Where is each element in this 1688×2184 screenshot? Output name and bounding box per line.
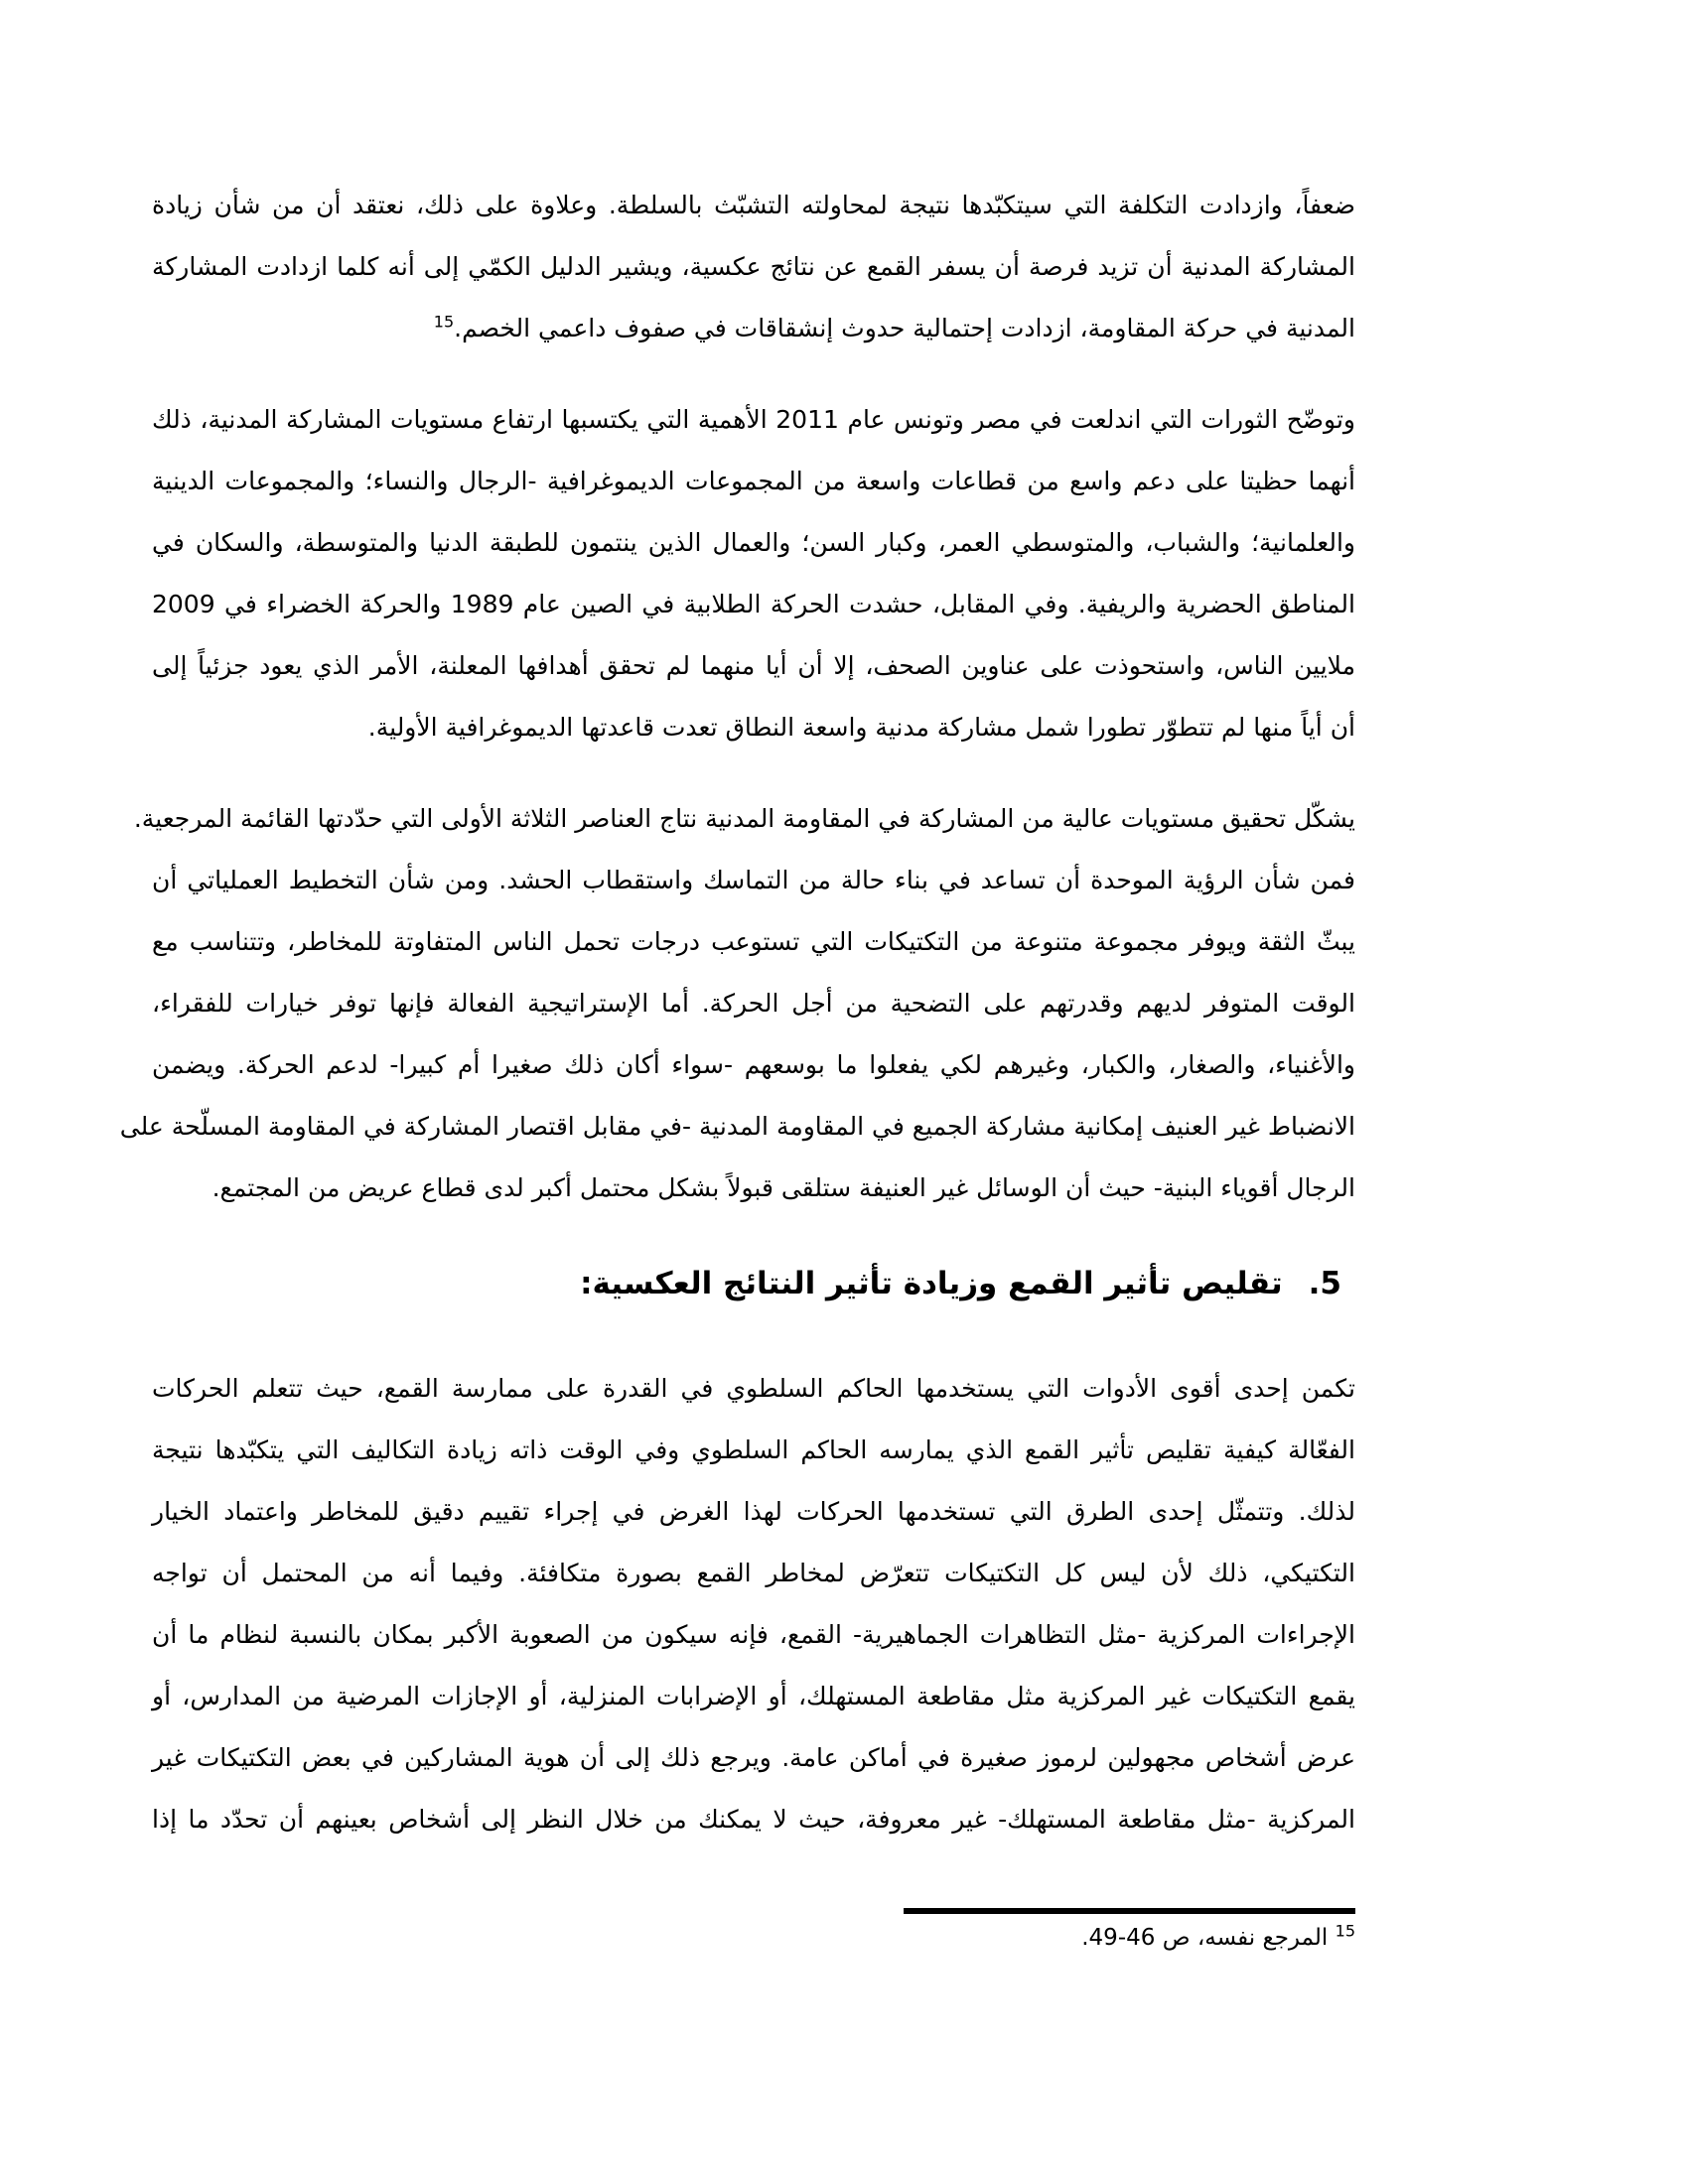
paragraph-2 — [152, 389, 1355, 758]
text-line: ملايين الناس، واستحوذت على عناوين الصحف، إلا أن أيا منهما لم تحقق أهدافها المعلنة، الأمر الذي يعود جزئياً إلى — [152, 651, 1355, 680]
text-line: أنهما حظيتا على دعم واسع من قطاعات واسعة من المجموعات الديموغرافية -الرجال والنساء؛ والمجموعات الدينية — [152, 467, 1355, 495]
footnote — [152, 1922, 1355, 1954]
paragraph-text: المدنية في حركة المقاومة، ازدادت إحتمالية حدوث إنشقاقات في صفوف داعمي الخصم. — [454, 314, 1355, 342]
paragraph-3 — [119, 788, 1355, 1219]
text-line: والأغنياء، والصغار، والكبار، وغيرهم لكي يفعلوا ما بوسعهم -سواء أكان ذلك صغيرا أم كبيرا- لدعم الحركة. ويضمن — [152, 1050, 1355, 1079]
paragraph-2-lines — [152, 389, 1355, 697]
text-line: الفعّالة كيفية تقليص تأثير القمع الذي يمارسه الحاكم السلطوي وفي الوقت ذاته زيادة التكاليف التي يتكبّدها نتيجة — [152, 1435, 1355, 1464]
paragraph-3-last-line: الرجال أقوياء البنية- حيث أن الوسائل غير العنيفة ستلقى قبولاً بشكل محتمل أكبر لدى قطاع عريض من المجتمع. — [211, 1173, 1355, 1202]
paragraph-1-lines — [152, 175, 1355, 298]
text-line: المناطق الحضرية والريفية. وفي المقابل، حشدت الحركة الطلابية في الصين عام 1989 والحركة الخضراء في 2009 — [152, 590, 1355, 618]
heading-text: تقليص تأثير القمع وزيادة تأثير النتائج العكسية: — [580, 1266, 1283, 1301]
text-line: المشاركة المدنية أن تزيد فرصة أن يسفر القمع عن نتائج عكسية، ويشير الدليل الكمّي إلى أنه كلما ازدادت المشاركة — [152, 252, 1355, 281]
text-line: التكتيكي، ذلك لأن ليس كل التكتيكات تتعرّض لمخاطر القمع بصورة متكافئة. وفيما أنه من المحتمل أن تواجه — [152, 1559, 1355, 1587]
text-line: والعلمانية؛ والشباب، والمتوسطي العمر، وكبار السن؛ والعمال الذين ينتمون للطبقة الدنيا والمتوسطة، والسكان في — [152, 528, 1355, 557]
text-line: فمن شأن الرؤية الموحدة أن تساعد في بناء حالة من التماسك واستقطاب الحشد. ومن شأن التخطيط العملياتي أن — [152, 866, 1355, 894]
heading-number: 5. — [1308, 1266, 1341, 1301]
text-line: وتوضّح الثورات التي اندلعت في مصر وتونس عام 2011 الأهمية التي يكتسبها ارتفاع مستويات المشاركة المدنية، ذلك — [152, 405, 1355, 434]
paragraph-1-last-line — [152, 298, 1355, 359]
paragraph-1 — [152, 175, 1355, 359]
text-line: المركزية -مثل مقاطعة المستهلك- غير معروفة، حيث لا يمكنك من خلال النظر إلى أشخاص بعينهم أن تحدّد ما إذا — [152, 1805, 1355, 1834]
text-block — [119, 175, 1355, 1880]
paragraph-3-lines — [119, 788, 1355, 1158]
text-line: يبثّ الثقة ويوفر مجموعة متنوعة من التكتيكات التي تستوعب درجات تحمل الناس المتفاوتة للمخاطر، وتتناسب مع — [152, 927, 1355, 956]
paragraph-4 — [152, 1358, 1355, 1850]
paragraph-2-last-line: أن أياً منها لم تتطوّر تطورا شمل مشاركة مدنية واسعة النطاق تعدت قاعدتها الديموغرافية الأولية. — [367, 713, 1355, 742]
text-line: الإجراءات المركزية -مثل التظاهرات الجماهيرية- القمع، فإنه سيكون من الصعوبة الأكبر بمكان بالنسبة لنظام ما أن — [152, 1620, 1355, 1649]
text-line: يشكّل تحقيق مستويات عالية من المشاركة في المقاومة المدنية نتاج العناصر الثلاثة الأولى التي حدّدتها القائمة المرجعية. — [133, 804, 1355, 833]
footnote-number: 15 — [1335, 1921, 1355, 1941]
text-line: الوقت المتوفر لديهم وقدرتهم على التضحية من أجل الحركة. أما الإستراتيجية الفعالة فإنها توفر خيارات للفقراء، — [152, 989, 1355, 1018]
text-line: ضعفاً، وازدادت التكلفة التي سيتكبّدها نتيجة لمحاولته التشبّث بالسلطة. وعلاوة على ذلك، نعتقد أن من شأن زيادة — [152, 191, 1355, 219]
text-line: الانضباط غير العنيف إمكانية مشاركة الجميع في المقاومة المدنية -في مقابل اقتصار المشاركة في المقاومة المسلّحة على — [119, 1112, 1355, 1141]
text-line: لذلك. وتتمثّل إحدى الطرق التي تستخدمها الحركات لهذا الغرض في إجراء تقييم دقيق للمخاطر واعتماد الخيار — [152, 1497, 1355, 1526]
footnote-text: المرجع نفسه، ص 46‏-‏49. — [1081, 1925, 1329, 1951]
text-line: يقمع التكتيكات غير المركزية مثل مقاطعة المستهلك، أو الإضرابات المنزلية، أو الإجازات المرضية من المدارس، أو — [152, 1682, 1355, 1710]
footnote-reference: 15 — [433, 312, 455, 332]
text-line: تكمن إحدى أقوى الأدوات التي يستخدمها الحاكم السلطوي في القدرة على ممارسة القمع، حيث تتعلم الحركات — [152, 1374, 1355, 1403]
section-heading — [152, 1253, 1355, 1314]
paragraph-4-lines — [152, 1358, 1355, 1850]
footnote-separator — [904, 1908, 1355, 1914]
text-line: عرض أشخاص مجهولين لرموز صغيرة في أماكن عامة. ويرجع ذلك إلى أن هوية المشاركين في بعض التكتيكات غير — [152, 1743, 1355, 1772]
